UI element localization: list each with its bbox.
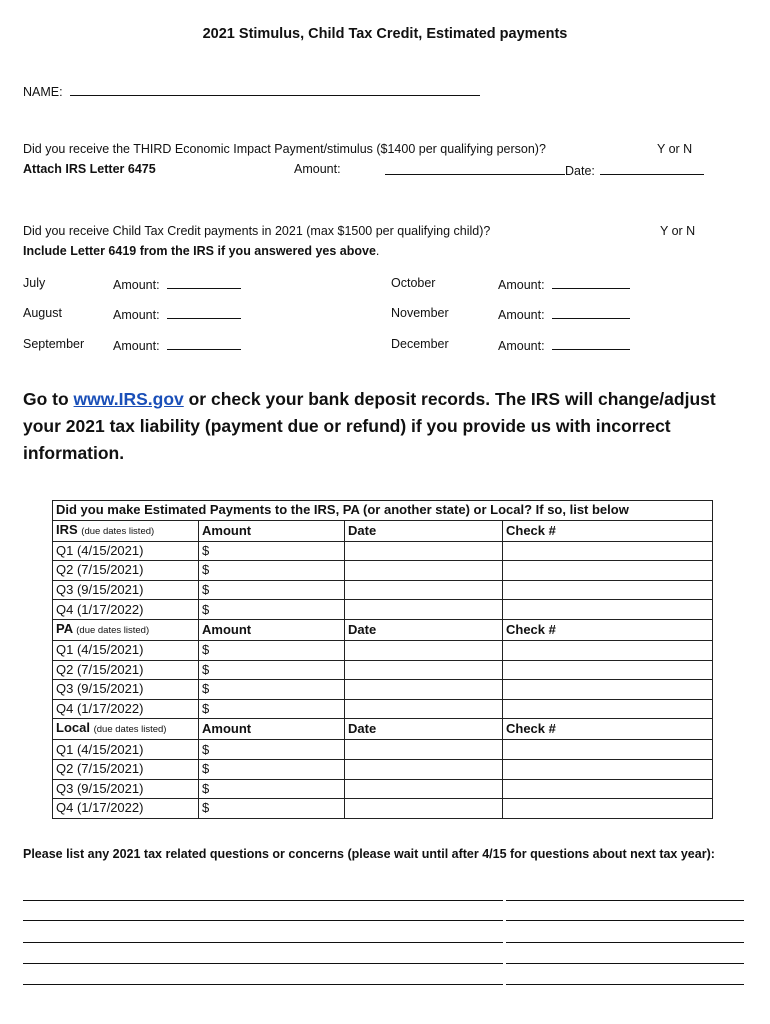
- ctc-amount-field[interactable]: [167, 337, 241, 350]
- ctc-amount-row: Amount:: [113, 306, 241, 322]
- date-cell[interactable]: [345, 699, 503, 719]
- amount-cell[interactable]: $: [199, 759, 345, 779]
- ctc-amount-field[interactable]: [552, 306, 630, 319]
- check-cell[interactable]: [503, 779, 713, 799]
- stimulus-date-field[interactable]: [600, 162, 704, 175]
- col-amount-header: Amount: [199, 520, 345, 541]
- name-row: [23, 83, 480, 99]
- date-cell[interactable]: [345, 600, 503, 620]
- table-row: [53, 541, 713, 561]
- stimulus-amount-field[interactable]: [385, 162, 565, 175]
- section-label-irs: IRS (due dates listed): [53, 520, 199, 541]
- page-title: 2021 Stimulus, Child Tax Credit, Estimated payments: [202, 26, 568, 42]
- ctc-month-september: September: [23, 337, 85, 351]
- ctc-month-july: July: [23, 276, 46, 290]
- quarter-label: Q3 (9/15/2021): [53, 779, 199, 799]
- estimated-payments-table: [52, 500, 713, 819]
- ctc-amount-field[interactable]: [167, 276, 241, 289]
- irs-link[interactable]: www.IRS.gov: [73, 389, 184, 409]
- amount-cell[interactable]: $: [199, 640, 345, 660]
- ctc-question: Did you receive Child Tax Credit payments in 2021 (max $1500 per qualifying child)?: [23, 224, 491, 238]
- date-cell[interactable]: [345, 640, 503, 660]
- col-amount-header: Amount: [199, 719, 345, 740]
- ctc-month-october: October: [391, 276, 436, 290]
- ctc-include-note: Include Letter 6419 from the IRS if you answered yes above.: [23, 244, 380, 258]
- check-cell[interactable]: [503, 541, 713, 561]
- col-check-header: Check #: [503, 520, 713, 541]
- ctc-month-december: December: [391, 337, 449, 351]
- table-row: [53, 699, 713, 719]
- quarter-label: Q4 (1/17/2022): [53, 699, 199, 719]
- check-cell[interactable]: [503, 580, 713, 600]
- amount-cell[interactable]: $: [199, 699, 345, 719]
- ctc-amount-row: Amount:: [498, 276, 630, 292]
- table-row: [53, 779, 713, 799]
- amount-cell[interactable]: $: [199, 660, 345, 680]
- section-header-irs: [53, 520, 713, 541]
- amount-cell[interactable]: $: [199, 799, 345, 819]
- answer-line[interactable]: [23, 942, 744, 943]
- date-cell[interactable]: [345, 660, 503, 680]
- stimulus-question: Did you receive the THIRD Economic Impact Payment/stimulus ($1400 per qualifying person)?: [23, 142, 546, 156]
- stimulus-attach-note: Attach IRS Letter 6475: [23, 162, 156, 176]
- section-label-local: Local (due dates listed): [53, 719, 199, 740]
- check-cell[interactable]: [503, 561, 713, 581]
- quarter-label: Q2 (7/15/2021): [53, 561, 199, 581]
- ctc-amount-field[interactable]: [552, 337, 630, 350]
- col-amount-header: Amount: [199, 619, 345, 640]
- ctc-amount-row: Amount:: [498, 306, 630, 322]
- stimulus-date-label: Date:: [565, 164, 595, 178]
- amount-cell[interactable]: $: [199, 779, 345, 799]
- amount-cell[interactable]: $: [199, 680, 345, 700]
- table-row: [53, 640, 713, 660]
- table-heading: Did you make Estimated Payments to the IRS, PA (or another state) or Local? If so, list below: [53, 501, 713, 521]
- table-row: [53, 600, 713, 620]
- table-row: [53, 580, 713, 600]
- table-row: [53, 680, 713, 700]
- date-cell[interactable]: [345, 799, 503, 819]
- ctc-month-november: November: [391, 306, 449, 320]
- col-check-header: Check #: [503, 719, 713, 740]
- table-row: [53, 759, 713, 779]
- name-field[interactable]: [70, 83, 480, 96]
- check-cell[interactable]: [503, 640, 713, 660]
- table-row: [53, 660, 713, 680]
- ctc-amount-row: Amount:: [113, 276, 241, 292]
- section-label-pa: PA (due dates listed): [53, 619, 199, 640]
- stimulus-amount-date-row: [385, 162, 704, 178]
- table-heading-row: [53, 501, 713, 521]
- ctc-amount-field[interactable]: [552, 276, 630, 289]
- ctc-amount-row: Amount:: [498, 337, 630, 353]
- quarter-label: Q3 (9/15/2021): [53, 680, 199, 700]
- stimulus-yn[interactable]: Y or N: [657, 142, 693, 156]
- answer-line[interactable]: [23, 900, 744, 901]
- table-row: [53, 799, 713, 819]
- table-row: [53, 740, 713, 760]
- check-cell[interactable]: [503, 759, 713, 779]
- quarter-label: Q1 (4/15/2021): [53, 740, 199, 760]
- answer-line[interactable]: [23, 984, 744, 985]
- section-header-pa: [53, 619, 713, 640]
- answer-line[interactable]: [23, 920, 744, 921]
- col-date-header: Date: [345, 619, 503, 640]
- stimulus-amount-label: Amount:: [294, 162, 341, 176]
- name-label: NAME:: [23, 85, 63, 99]
- quarter-label: Q1 (4/15/2021): [53, 640, 199, 660]
- check-cell[interactable]: [503, 799, 713, 819]
- date-cell[interactable]: [345, 740, 503, 760]
- ctc-month-august: August: [23, 306, 62, 320]
- col-date-header: Date: [345, 719, 503, 740]
- check-cell[interactable]: [503, 600, 713, 620]
- amount-cell[interactable]: $: [199, 580, 345, 600]
- ctc-amount-field[interactable]: [167, 306, 241, 319]
- amount-cell[interactable]: $: [199, 541, 345, 561]
- questions-prompt: Please list any 2021 tax related questions or concerns (please wait until after 4/15 for questions about next tax year):: [23, 847, 715, 861]
- section-header-local: [53, 719, 713, 740]
- check-cell[interactable]: [503, 740, 713, 760]
- quarter-label: Q4 (1/17/2022): [53, 600, 199, 620]
- quarter-label: Q2 (7/15/2021): [53, 759, 199, 779]
- date-cell[interactable]: [345, 541, 503, 561]
- date-cell[interactable]: [345, 561, 503, 581]
- date-cell[interactable]: [345, 580, 503, 600]
- answer-line[interactable]: [23, 963, 744, 964]
- check-cell[interactable]: [503, 680, 713, 700]
- ctc-yn[interactable]: Y or N: [660, 224, 696, 238]
- col-date-header: Date: [345, 520, 503, 541]
- date-cell[interactable]: [345, 680, 503, 700]
- amount-cell[interactable]: $: [199, 740, 345, 760]
- col-check-header: Check #: [503, 619, 713, 640]
- check-cell[interactable]: [503, 699, 713, 719]
- table-row: [53, 561, 713, 581]
- ctc-amount-row: Amount:: [113, 337, 241, 353]
- amount-cell[interactable]: $: [199, 600, 345, 620]
- quarter-label: Q2 (7/15/2021): [53, 660, 199, 680]
- check-cell[interactable]: [503, 660, 713, 680]
- amount-cell[interactable]: $: [199, 561, 345, 581]
- irs-notice: Go to www.IRS.gov or check your bank deposit records. The IRS will change/adjust your 2021 tax liability (payment due or refund) if you provide us with incorrect information.: [23, 389, 716, 463]
- date-cell[interactable]: [345, 779, 503, 799]
- date-cell[interactable]: [345, 759, 503, 779]
- quarter-label: Q4 (1/17/2022): [53, 799, 199, 819]
- quarter-label: Q3 (9/15/2021): [53, 580, 199, 600]
- quarter-label: Q1 (4/15/2021): [53, 541, 199, 561]
